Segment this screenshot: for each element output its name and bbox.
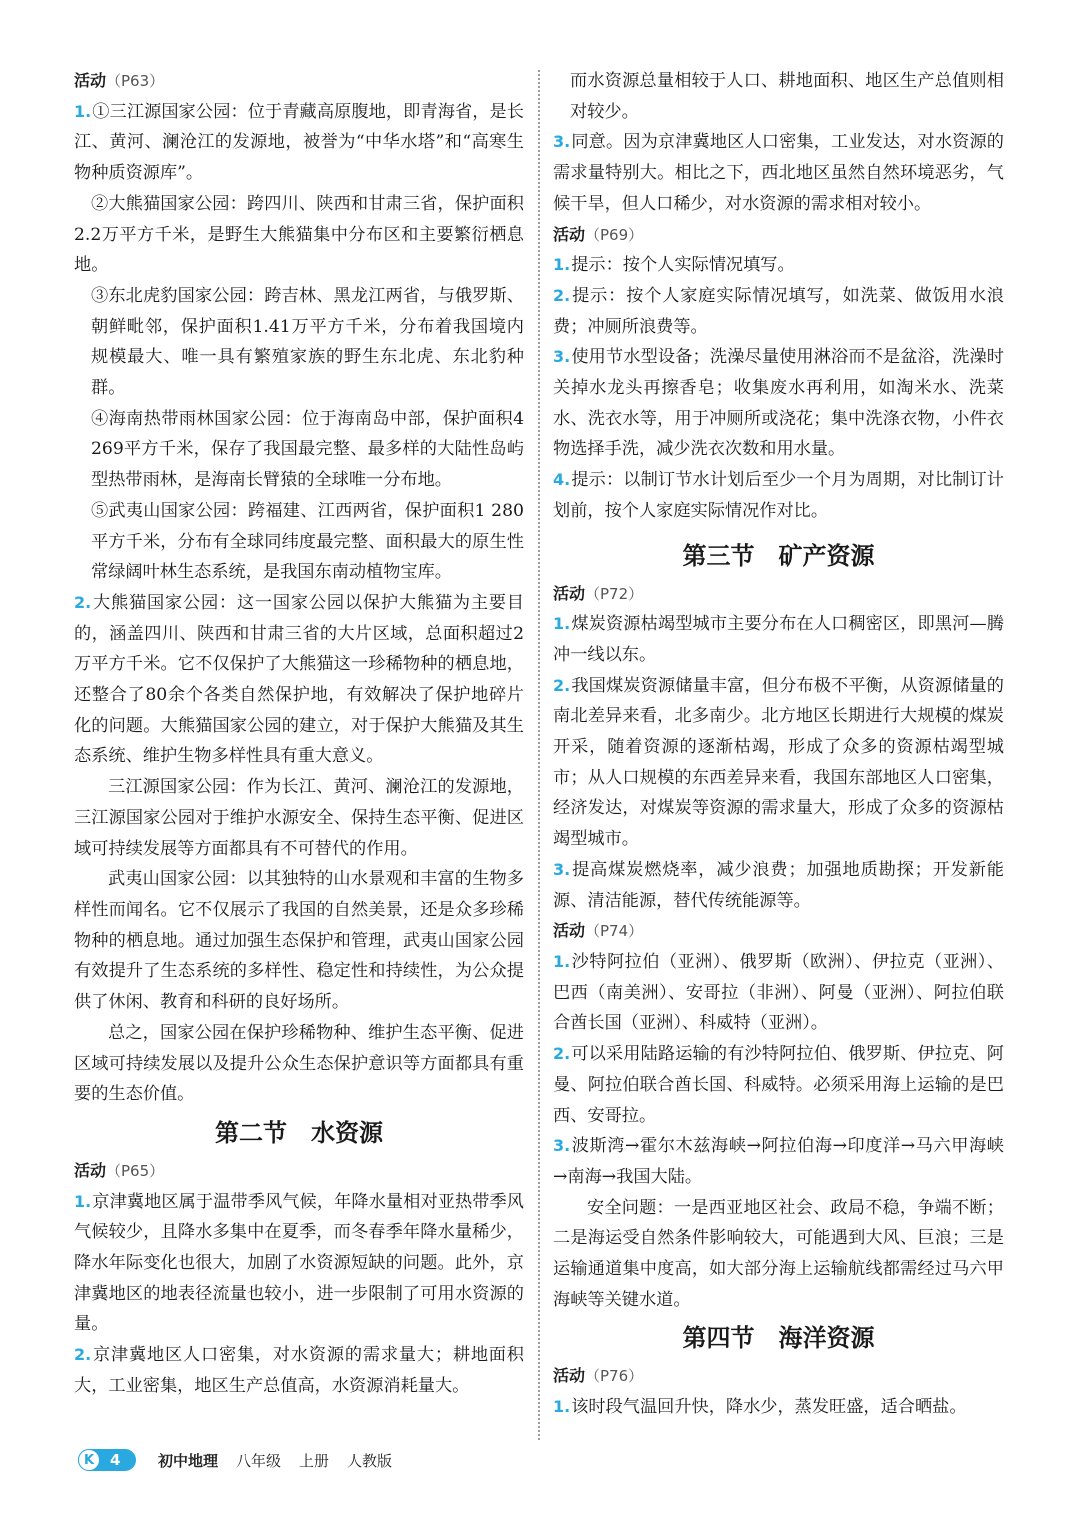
answer-number: 2.	[74, 1345, 92, 1365]
section-title-mineral-resources: 第三节 矿产资源	[682, 541, 875, 570]
section-title-ocean-resources: 第四节 海洋资源	[682, 1324, 875, 1353]
answer-2-para-2: 三江源国家公园：作为长江、黄河、澜沧江的发源地，三江源国家公园对于维护水源安全、保持生态平衡、促进区域可持续发展等方面都具有不可替代的作用。	[74, 777, 524, 859]
p74-answer-3: 3.波斯湾→霍尔木兹海峡→阿拉伯海→印度洋→马六甲海峡→南海→我国大陆。	[553, 1136, 1004, 1187]
answer-number: 2.	[553, 285, 571, 305]
water-answer-1: 1.京津冀地区属于温带季风气候，年降水量相对亚热带季风气候较少，且降水多集中在夏季，而冬春季年降水量稀少，降水年际变化也很大，加剧了水资源短缺的问题。此外，京津冀地区的地表径流量也较小，进一步限制了可用水资源的量。	[74, 1191, 524, 1335]
answer-1-item-5: ⑤武夷山国家公园：跨福建、江西两省，保护面积1 280平方千米，分布有全球同纬度最完整、面积最大的原生性常绿阔叶林生态系统，是我国东南动植物宝库。	[91, 500, 524, 583]
book-info	[158, 1450, 410, 1471]
left-column	[74, 66, 524, 1402]
answer-number: 2.	[553, 1044, 571, 1064]
answer-number: 3.	[553, 347, 571, 367]
answer-number: 2.	[553, 675, 571, 695]
p74-answer-1: 1.沙特阿拉伯（亚洲）、俄罗斯（欧洲）、伊拉克（亚洲）、巴西（南美洲）、安哥拉（非洲）、阿曼（亚洲）、阿拉伯联合酋长国（亚洲）、科威特（亚洲）。	[553, 951, 1004, 1034]
answer-number: 3.	[553, 859, 571, 879]
answer-number: 3.	[553, 1136, 571, 1156]
p72-answer-1: 1.煤炭资源枯竭型城市主要分布在人口稠密区，即黑河—腾冲一线以东。	[553, 614, 1004, 665]
answer-number: 1.	[553, 614, 571, 634]
answer-number: 1.	[74, 101, 92, 121]
answer-number: 3.	[553, 132, 571, 152]
water-answer-2-part-b: 而水资源总量相较于人口、耕地面积、地区生产总值则相对较少。	[570, 71, 1004, 122]
answer-number: 2.	[74, 592, 92, 612]
page-number: 4	[110, 1451, 121, 1469]
activity-heading-p74: 活动（P74）	[553, 921, 644, 941]
answer-number: 4.	[553, 470, 571, 490]
activity-heading-p65: 活动（P65）	[74, 1160, 165, 1180]
page-footer	[78, 1448, 410, 1472]
answer-number: 1.	[553, 1397, 571, 1417]
answer-1-item-1: 1.①三江源国家公园：位于青藏高原腹地，即青海省，是长江、黄河、澜沧江的发源地，被誉为“中华水塔”和“高寒生物种质资源库”。	[74, 101, 524, 184]
activity-heading-p76: 活动（P76）	[553, 1366, 644, 1386]
p69-answer-2: 2.提示：按个人家庭实际情况填写，如洗菜、做饭用水浪费；冲厕所浪费等。	[553, 285, 1004, 337]
answer-2-para-1: 2.大熊猫国家公园：这一国家公园以保护大熊猫为主要目的，涵盖四川、陕西和甘肃三省的大片区域，总面积超过2万平方千米。它不仅保护了大熊猫这一珍稀物种的栖息地，还整合了80余个各类自然保护地，有效解决了保护地碎片化的问题。大熊猫国家公园的建立，对于保护大熊猫及其生态系统、维护生物多样性具有重大意义。	[74, 592, 524, 767]
answer-2-para-4: 总之，国家公园在保护珍稀物种、维护生态平衡、促进区域可持续发展以及提升公众生态保护意识等方面都具有重要的生态价值。	[74, 1022, 524, 1105]
answer-1-item-3: ③东北虎豹国家公园：跨吉林、黑龙江两省，与俄罗斯、朝鲜毗邻，保护面积1.41万平方千米，分布着我国境内规模最大、唯一具有繁殖家族的野生东北虎、东北豹种群。	[91, 285, 524, 399]
answer-number: 1.	[74, 1191, 92, 1211]
activity-heading-p69: 活动（P69）	[553, 224, 644, 244]
p72-answer-2: 2.我国煤炭资源储量丰富，但分布极不平衡，从资源储量的南北差异来看，北多南少。北方地区长期进行大规模的煤炭开采，随着资源的逐渐枯竭，形成了众多的资源枯竭型城市；从人口规模的东西差异来看，我国东部地区人口密集，经济发达，对煤炭等资源的需求量大，形成了众多的资源枯竭型城市。	[553, 675, 1004, 850]
column-divider	[538, 70, 540, 1440]
answer-2-para-3: 武夷山国家公园：以其独特的山水景观和丰富的生物多样性而闻名。它不仅展示了我国的自然美景，还是众多珍稀物种的栖息地。通过加强生态保护和管理，武夷山国家公园有效提升了生态系统的多样性、稳定性和持续性，为公众提供了休闲、教育和科研的良好场所。	[74, 869, 524, 1013]
grade: 八年级	[236, 1451, 282, 1470]
activity-heading-p72: 活动（P72）	[553, 583, 644, 603]
activity-heading-p63: 活动（P63）	[74, 71, 165, 90]
p74-answer-2: 2.可以采用陆路运输的有沙特阿拉伯、俄罗斯、伊拉克、阿曼、阿拉伯联合酋长国、科威特。必须采用海上运输的是巴西、安哥拉。	[553, 1044, 1004, 1126]
section-title-water-resources: 第二节 水资源	[215, 1118, 383, 1147]
p69-answer-3: 3.使用节水型设备；洗澡尽量使用淋浴而不是盆浴，洗澡时关掉水龙头再擦香皂；收集废水再利用，如淘米水、洗菜水、洗衣水等，用于冲厕所或浇花；集中洗涤衣物，小件衣物选择手洗，减少洗衣次数和用水量。	[553, 347, 1004, 460]
answer-number: 1.	[553, 951, 571, 971]
volume: 上册	[299, 1451, 330, 1470]
answer-1-item-2: ②大熊猫国家公园：跨四川、陕西和甘肃三省，保护面积2.2万平方千米，是野生大熊猫集中分布区和主要繁衍栖息地。	[74, 193, 524, 276]
p69-answer-1: 1.提示：按个人实际情况填写。	[553, 255, 795, 276]
water-answer-2-part-a: 2.京津冀地区人口密集，对水资源的需求量大；耕地面积大，工业密集，地区生产总值高，水资源消耗量大。	[74, 1345, 524, 1396]
water-answer-3: 3.同意。因为京津冀地区人口密集，工业发达，对水资源的需求量特别大。相比之下，西北地区虽然自然环境恶劣，气候干旱，但人口稀少，对水资源的需求相对较小。	[553, 132, 1004, 214]
p76-answer-1: 1.该时段气温回升快，降水少，蒸发旺盛，适合晒盐。	[553, 1397, 967, 1418]
edition: 人教版	[347, 1451, 393, 1470]
k-logo-icon: K	[78, 1449, 100, 1471]
p74-answer-3-safety: 安全问题：一是西亚地区社会、政局不稳，争端不断；二是海运受自然条件影响较大，可能遇到大风、巨浪；三是运输通道集中度高，如大部分海上运输航线都需经过马六甲海峡等关键水道。	[553, 1197, 1004, 1310]
subject: 初中地理	[158, 1451, 219, 1470]
answer-number: 1.	[553, 255, 571, 275]
page-number-badge	[78, 1449, 136, 1471]
p72-answer-3: 3.提高煤炭燃烧率，减少浪费；加强地质勘探；开发新能源、清洁能源，替代传统能源等。	[553, 859, 1004, 911]
p69-answer-4: 4.提示：以制订节水计划后至少一个月为周期，对比制订计划前，按个人家庭实际情况作对比。	[553, 470, 1004, 521]
answer-1-item-4: ④海南热带雨林国家公园：位于海南岛中部，保护面积4 269平方千米，保存了我国最完整、最多样的大陆性岛屿型热带雨林，是海南长臂猿的全球唯一分布地。	[91, 408, 524, 491]
right-column	[553, 66, 1004, 1423]
